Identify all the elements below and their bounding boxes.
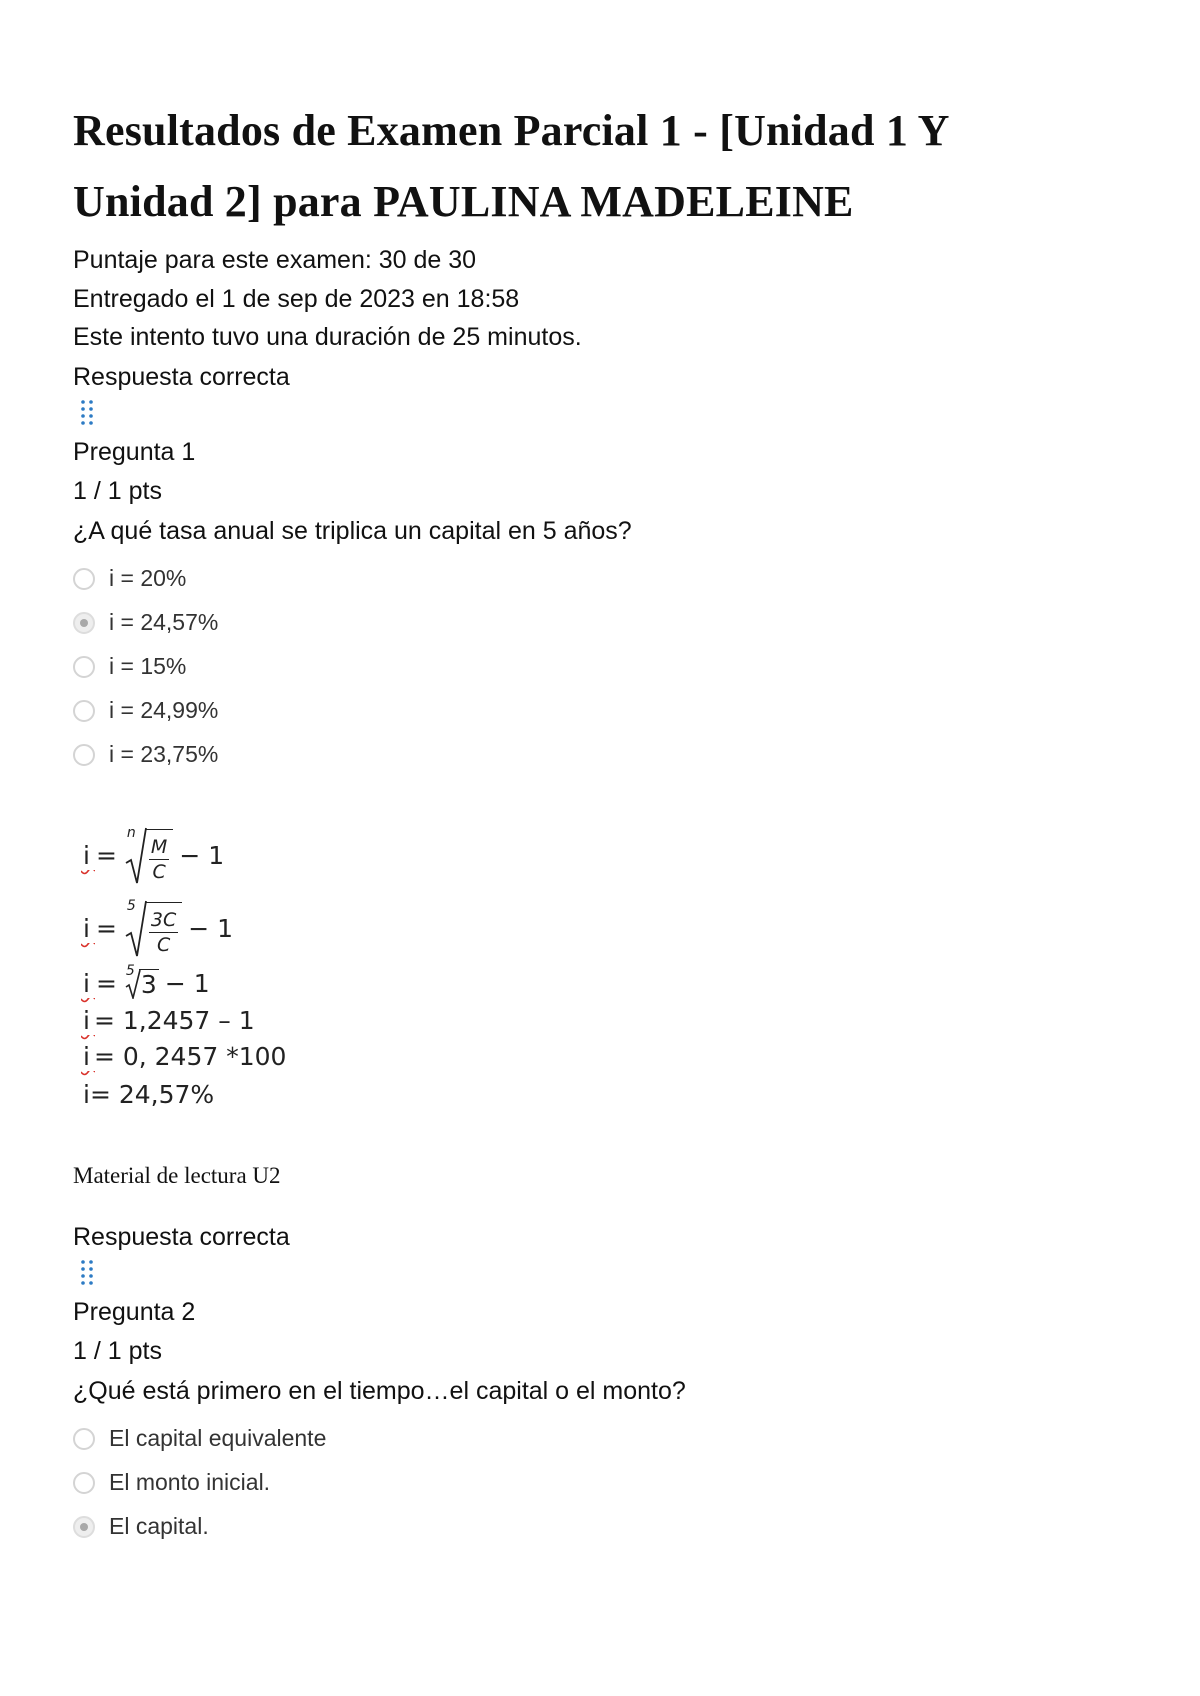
answer-option[interactable] <box>73 1417 1133 1461</box>
submitted-date: Entregado el 1 de sep de 2023 en 18:58 <box>73 284 520 313</box>
answer-text: i = 24,57% <box>109 609 219 635</box>
drag-handle-icon[interactable] <box>79 399 95 427</box>
page-title <box>73 95 1133 237</box>
root-index: n <box>126 824 136 841</box>
question-result: Respuesta correcta <box>73 1222 290 1251</box>
radio-button[interactable] <box>73 656 95 678</box>
equals-sign: = <box>95 841 117 870</box>
answer-option[interactable] <box>73 1461 1133 1505</box>
answer-text: i = 23,75% <box>109 741 219 767</box>
solution-step-4 <box>73 1003 1133 1039</box>
solution-step-2 <box>73 893 1133 965</box>
solution-expression: = 0, 2457 *100 <box>93 1042 287 1071</box>
score-summary: Puntaje para este examen: 30 de 30 <box>73 246 477 274</box>
nth-root <box>125 824 173 885</box>
answer-option[interactable] <box>73 645 1133 689</box>
fraction <box>145 836 173 883</box>
radio-button[interactable] <box>73 744 95 766</box>
minus-one: − 1 <box>179 841 225 870</box>
radicand: 3 <box>140 969 157 999</box>
answer-text: i = 24,99% <box>109 697 219 723</box>
question-label: Pregunta 1 <box>73 437 196 466</box>
question-points: 1 / 1 pts <box>73 1336 162 1365</box>
variable-i: i <box>83 1042 90 1071</box>
minus-one: − 1 <box>188 914 234 943</box>
numerator: 3C <box>150 908 177 931</box>
solution-step-5 <box>73 1039 1133 1075</box>
variable-i: i <box>83 969 90 998</box>
answer-option[interactable] <box>73 557 1133 601</box>
numerator: M <box>150 835 168 858</box>
drag-handle-icon[interactable] <box>79 1259 95 1287</box>
question-text: ¿Qué está primero en el tiempo…el capital o el monto? <box>73 1376 686 1405</box>
answer-list <box>73 557 1133 777</box>
spellcheck-squiggle-icon <box>81 943 95 949</box>
radicand <box>145 902 182 956</box>
root-index: 5 <box>125 962 135 979</box>
spellcheck-squiggle-icon <box>81 870 95 876</box>
question-2 <box>73 1217 1133 1549</box>
denominator: C <box>156 933 171 956</box>
answer-option[interactable] <box>73 733 1133 777</box>
nth-root <box>125 897 182 958</box>
solution-expression: = 1,2457 – 1 <box>93 1006 255 1035</box>
reference-material: Material de lectura U2 <box>73 1162 281 1188</box>
radio-button[interactable] <box>73 700 95 722</box>
radio-button[interactable] <box>73 568 95 590</box>
equals-sign: = <box>95 914 117 943</box>
radicand <box>145 829 173 883</box>
equals-sign: = <box>95 969 117 998</box>
attempt-duration: Este intento tuvo una duración de 25 minutos. <box>73 323 582 351</box>
answer-option[interactable] <box>73 689 1133 733</box>
fraction <box>145 909 182 956</box>
root-index: 5 <box>126 897 136 914</box>
radio-button-selected[interactable] <box>73 612 95 634</box>
minus-one: − 1 <box>164 969 210 998</box>
answer-option[interactable] <box>73 1505 1133 1549</box>
radio-button[interactable] <box>73 1472 95 1494</box>
answer-text: El capital. <box>109 1513 209 1539</box>
solution-steps <box>73 819 1133 1115</box>
page-title-line-2: Unidad 2] para PAULINA MADELEINE <box>73 177 854 226</box>
answer-list <box>73 1417 1133 1549</box>
page-title-line-1: Resultados de Examen Parcial 1 - [Unidad 1 Y <box>73 106 950 155</box>
solution-result: i= 24,57% <box>83 1080 215 1109</box>
question-result: Respuesta correcta <box>73 362 290 391</box>
solution-step-1 <box>73 819 1133 893</box>
question-label: Pregunta 2 <box>73 1297 196 1326</box>
radio-button-selected[interactable] <box>73 1516 95 1538</box>
question-text: ¿A qué tasa anual se triplica un capital en 5 años? <box>73 516 632 545</box>
solution-step-3 <box>73 962 1133 1003</box>
answer-text: El monto inicial. <box>109 1469 271 1495</box>
denominator: C <box>152 860 166 883</box>
variable-i: i <box>83 841 90 870</box>
nth-root <box>125 962 159 999</box>
variable-i: i <box>83 914 90 943</box>
question-points: 1 / 1 pts <box>73 476 162 505</box>
answer-text: i = 20% <box>109 565 187 591</box>
answer-text: El capital equivalente <box>109 1425 327 1451</box>
answer-text: i = 15% <box>109 653 187 679</box>
exam-results-page <box>73 95 1133 1549</box>
answer-option[interactable] <box>73 601 1133 645</box>
solution-step-6 <box>73 1075 1133 1115</box>
variable-i: i <box>83 1006 90 1035</box>
question-1 <box>73 357 1133 1191</box>
radio-button[interactable] <box>73 1428 95 1450</box>
